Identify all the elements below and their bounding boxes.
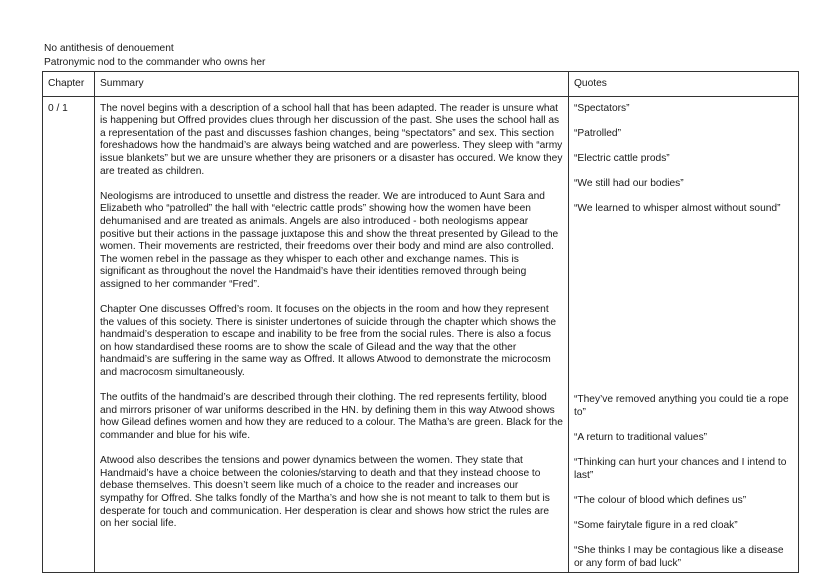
summary-paragraph: Chapter One discusses Offred’s room. It focuses on the objects in the room and how they represent the values of this society. There is sinister undertones of suicide through the chapter which shows the handmaid’s desperation to escape and inability to be free from the social rules. There is also a focus on how standardised these rooms are to show the scale of Gilead and the way that the other handmaid’s are suffering in the same way as Offred. It allows Atwood to demonstrate the microcosm and macrocosm simultaneously. — [100, 304, 557, 379]
column-header-quotes: Quotes — [569, 72, 799, 97]
quote-item: “A return to traditional values” — [574, 431, 708, 443]
quote-item: “Electric cattle prods” — [574, 152, 670, 164]
summary-paragraph: Neologisms are introduced to unsettle and distress the reader. We are introduced to Aunt Sara and Elizabeth who “patrolled” the hall with “electric cattle prods” showing how the women have been dehumanised and are treated as animals. Angels are also introduced - both neologisms appear positive but their actions in the passage juxtapose this and show the threat presented by Gilead to the women. Their movements are restricted, their freedoms over their body and mind are also controlled. The women rebel in the passage as they whisper to each other and exchange names. This is significant as throughout the novel the Handmaid’s have their identities removed through being assigned to her commander “Fred”. — [100, 190, 559, 290]
column-header-summary: Summary — [95, 72, 569, 97]
summary-paragraph: The outfits of the handmaid’s are described through their clothing. The red represents fertility, blood and mirrors prisoner of war uniforms described in the HN. by defining them in this way Atwood shows how Gilead defines women and how they are reduced to a colour. The Matha’s are green. Black for the commander and blue for his wife. — [100, 392, 563, 442]
quotes-group-1 — [574, 103, 793, 216]
quote-item: “The colour of blood which defines us” — [574, 494, 747, 506]
summary-cell — [95, 96, 569, 573]
header-line-2: Patronymic nod to the commander who owns her — [44, 57, 266, 68]
quote-item: “We learned to whisper almost without sound” — [574, 203, 781, 215]
document-header — [44, 42, 265, 70]
quotes-cell — [569, 96, 799, 573]
notes-table — [42, 71, 799, 573]
quote-item: “She thinks I may be contagious like a disease or any form of bad luck” — [574, 545, 784, 569]
summary-paragraph: Atwood also describes the tensions and power dynamics between the women. They state that Handmaid’s have a choice between the colonies/starving to death and that they instead choose to debase themselves. This doesn’t seem like much of a choice to the reader and increases our sympathy for Offred. She talks fondly of the Martha’s and how she is not meant to talk to them but is desperate for touch and communication. Her desperation is clear and shows how strict the rules are on her social life. — [100, 455, 550, 530]
quote-item: “Some fairytale figure in a red cloak” — [574, 519, 738, 531]
quote-item: “Thinking can hurt your chances and I intend to last” — [574, 456, 787, 481]
quotes-group-2 — [574, 394, 793, 570]
quote-item: “They’ve removed anything you could tie a rope to” — [574, 393, 789, 418]
table-header-row — [43, 72, 799, 97]
quote-item: “We still had our bodies” — [574, 178, 684, 190]
quote-item: “Spectators” — [574, 102, 630, 114]
quote-item: “Patrolled” — [574, 127, 621, 139]
table-row — [43, 96, 799, 573]
column-header-chapter: Chapter — [43, 72, 95, 97]
summary-paragraph: The novel begins with a description of a school hall that has been adapted. The reader is unsure what is happening but Offred provides clues through her discussion of the past. She uses the school hall as a representation of the past and discusses fashion changes, being “spectators” and sex. This section foreshadows how the handmaid’s are always being watched and are powerless. They sleep with “army issue blankets” but we are unsure whether they are prisoners or a disaster has occured. We know they are treated as children. — [100, 102, 563, 177]
chapter-cell: 0 / 1 — [43, 96, 95, 573]
header-line-1: No antithesis of denouement — [44, 43, 174, 54]
